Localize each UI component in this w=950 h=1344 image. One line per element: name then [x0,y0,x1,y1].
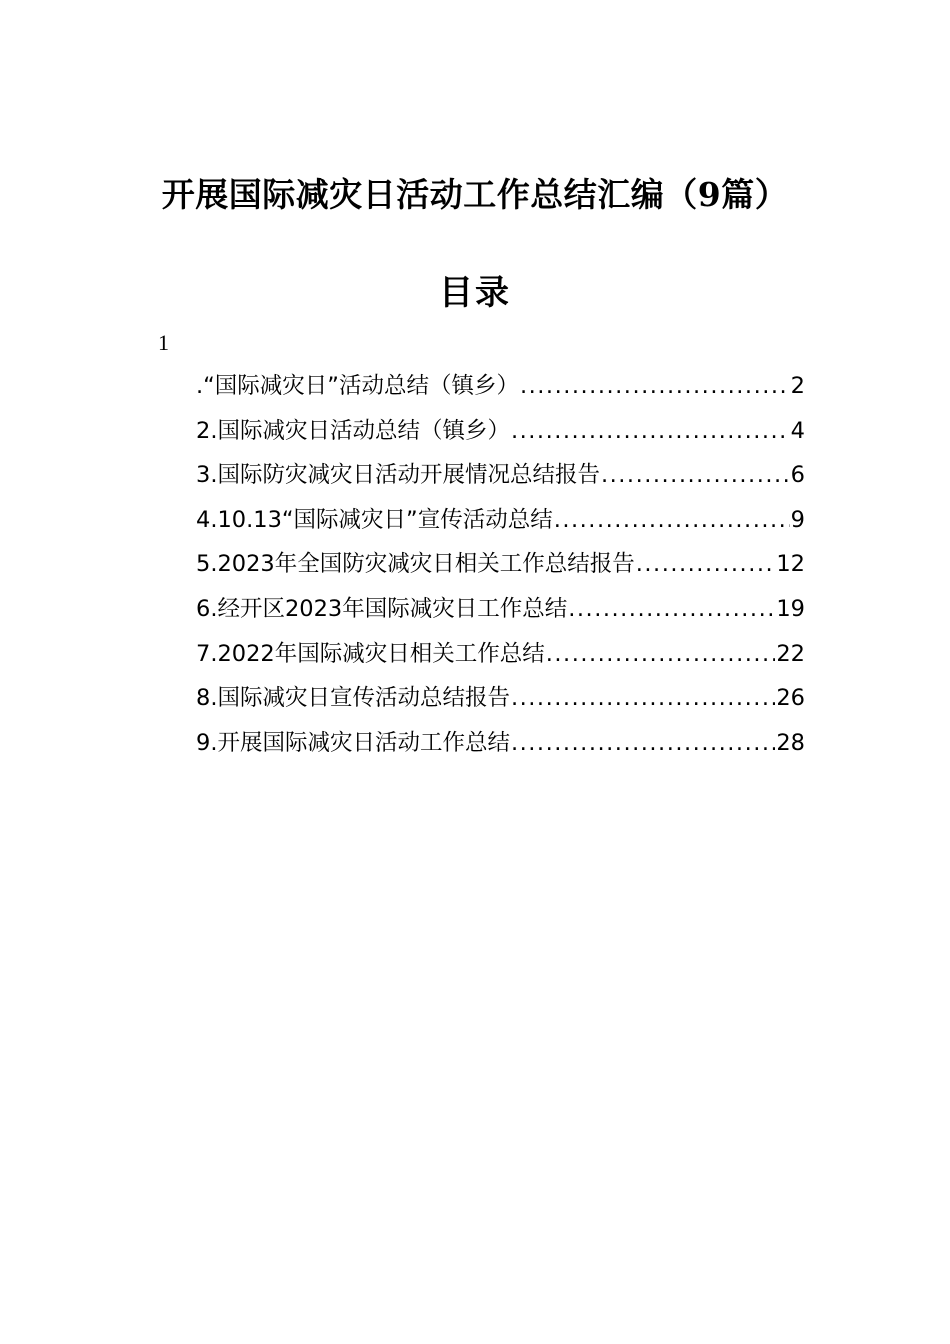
toc-entry[interactable] [196,676,805,721]
toc-entry[interactable] [196,542,805,587]
toc-dot-leader [511,721,775,766]
toc-heading: 目录 [439,273,511,313]
toc-entry-title: 3.国际防灾减灾日活动开展情况总结报告 [196,462,600,489]
toc-page-number: 6 [790,462,805,489]
toc-dot-leader [546,632,776,677]
toc-entry[interactable] [196,498,805,543]
toc-entry-title: 7.2022年国际减灾日相关工作总结 [196,640,545,667]
toc-page-number: 22 [776,640,805,667]
toc-page-number: 26 [776,685,805,712]
toc-entry-title: 2.国际减灾日活动总结（镇乡） [196,417,510,444]
toc-entry[interactable] [196,453,805,498]
toc-entry-title: 9.开展国际减灾日活动工作总结 [196,729,510,756]
table-of-contents [196,364,805,765]
toc-entry[interactable] [196,587,805,632]
toc-dot-leader [511,676,775,721]
toc-dot-leader [511,409,790,454]
toc-page-number: 4 [790,417,805,444]
toc-page-number: 19 [776,595,805,622]
document-title: 开展国际减灾日活动工作总结汇编（9篇） [161,175,789,214]
toc-entry-title: 6.经开区2023年国际减灾日工作总结 [196,595,568,622]
list-number: 1 [158,330,169,355]
toc-entry-title: 5.2023年全国防灾减灾日相关工作总结报告 [196,551,635,578]
toc-page-number: 12 [776,551,805,578]
toc-dot-leader [636,542,776,587]
toc-dot-leader [601,453,790,498]
toc-entry[interactable] [196,721,805,766]
toc-entry[interactable] [196,409,805,454]
toc-entry[interactable] [196,364,805,409]
toc-dot-leader [554,498,790,543]
toc-page-number: 2 [790,373,805,399]
toc-entry[interactable] [196,632,805,677]
toc-page-number: 9 [790,506,805,533]
toc-entry-title: .“国际减灾日”活动总结（镇乡） [196,373,519,399]
toc-page-number: 28 [776,729,805,756]
toc-entry-title: 4.10.13“国际减灾日”宣传活动总结 [196,506,553,533]
toc-dot-leader [520,364,790,409]
toc-dot-leader [568,587,775,632]
toc-entry-title: 8.国际减灾日宣传活动总结报告 [196,685,510,712]
